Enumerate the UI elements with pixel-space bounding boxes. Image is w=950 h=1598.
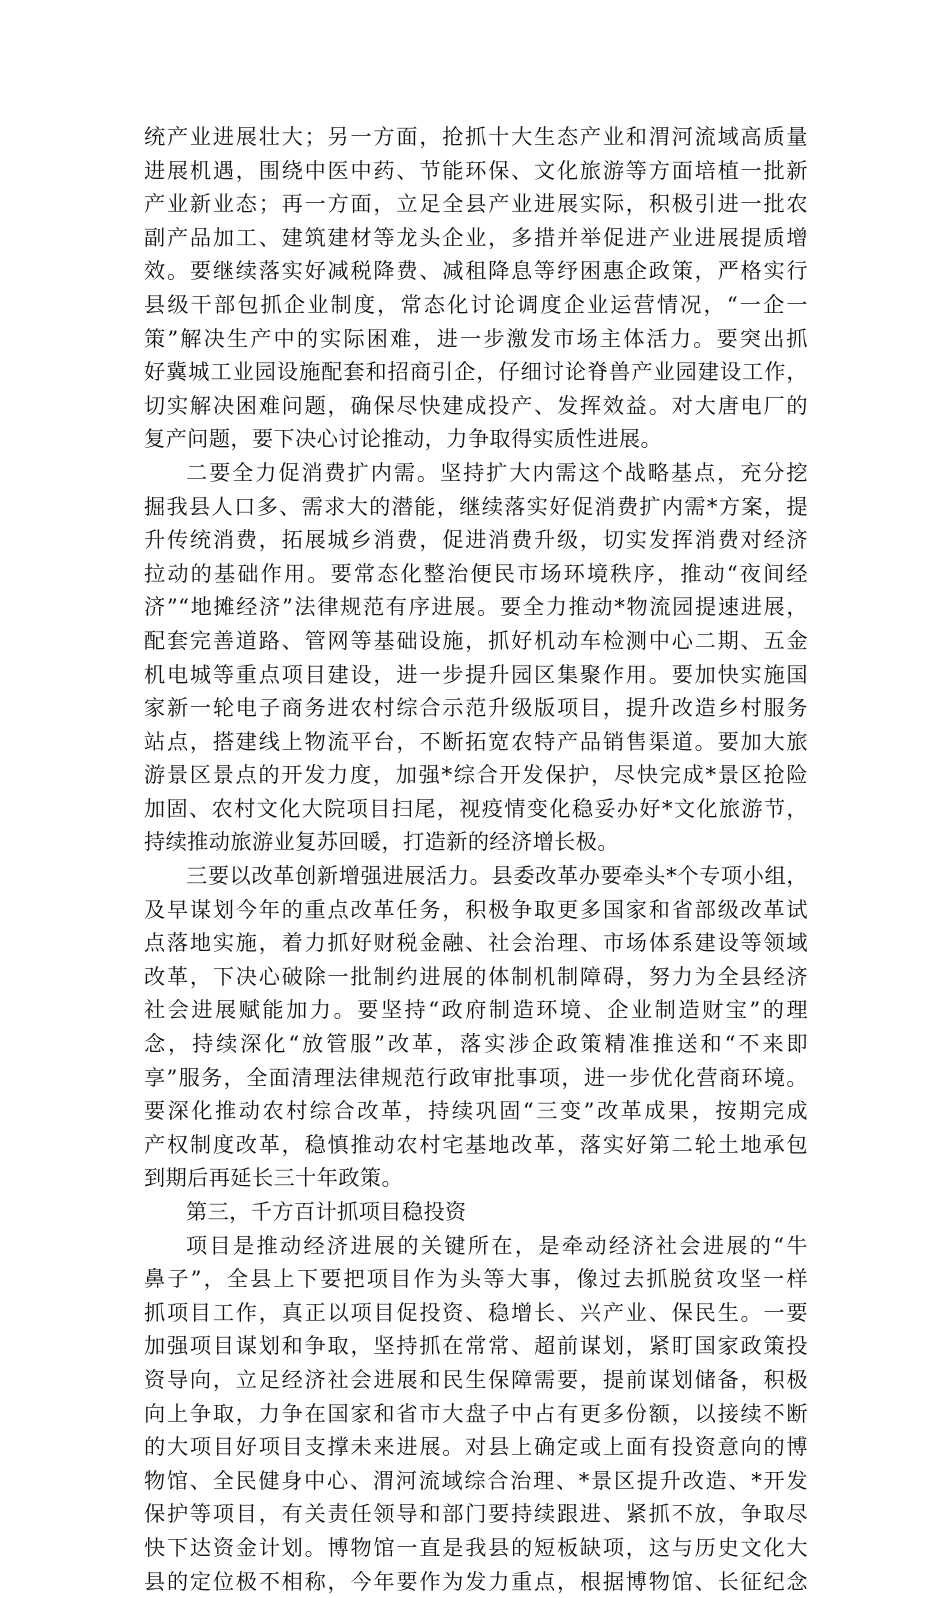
text-line: 抓项目工作，真正以项目促投资、稳增长、兴产业、保民生。一要 [144, 1299, 808, 1325]
text-line: 物馆、全民健身中心、渭河流域综合治理、*景区提升改造、*开发 [144, 1467, 808, 1493]
text-line: 统产业进展壮大；另一方面，抢抓十大生态产业和渭河流域高质量 [144, 124, 808, 149]
text-line: 点落地实施，着力抓好财税金融、社会治理、市场体系建设等领域 [144, 930, 808, 956]
text-line: 济”“地摊经济”法律规范有序进展。要全力推动*物流园提速进展， [144, 594, 808, 620]
text-line: 鼻子”，全县上下要把项目作为头等大事，像过去抓脱贫攻坚一样 [144, 1266, 808, 1292]
text-line: 家新一轮电子商务进农村综合示范升级版项目，提升改造乡村服务 [144, 695, 808, 721]
paragraph-start-line: 二要全力促消费扩内需。坚持扩大内需这个战略基点，充分挖 [186, 459, 808, 485]
text-line: 升传统消费，拓展城乡消费，促进消费升级，切实发挥消费对经济 [144, 527, 808, 553]
text-line: 县级干部包抓企业制度，常态化讨论调度企业运营情况，“一企一 [144, 291, 808, 317]
text-line: 副产品加工、建筑建材等龙头企业，多措并举促进产业进展提质增 [144, 224, 808, 250]
text-line: 拉动的基础作用。要常态化整治便民市场环境秩序，推动“夜间经 [144, 560, 808, 586]
text-line: 及早谋划今年的重点改革任务，积极争取更多国家和省部级改革试 [144, 896, 808, 922]
section-heading: 第三，千方百计抓项目稳投资 [186, 1199, 467, 1224]
text-line: 保护等项目，有关责任领导和部门要持续跟进、紧抓不放，争取尽 [144, 1501, 808, 1527]
text-line: 掘我县人口多、需求大的潜能，继续落实好促消费扩内需*方案，提 [144, 493, 808, 519]
text-line: 加强项目谋划和争取，坚持抓在常常、超前谋划，紧盯国家政策投 [144, 1333, 808, 1359]
text-line: 复产问题，要下决心讨论推动，力争取得实质性进展。 [144, 426, 663, 452]
text-line: 持续推动旅游业复苏回暖，打造新的经济增长极。 [144, 829, 619, 855]
text-line: 切实解决困难问题，确保尽快建成投产、发挥效益。对大唐电厂的 [144, 392, 808, 418]
text-line: 快下达资金计划。博物馆一直是我县的短板缺项，这与历史文化大 [144, 1534, 808, 1560]
text-line: 策”解决生产中的实际困难，进一步激发市场主体活力。要突出抓 [144, 325, 808, 351]
text-line: 产业新业态；再一方面，立足全县产业进展实际，积极引进一批农 [144, 191, 808, 217]
text-line: 产权制度改革，稳慎推动农村宅基地改革，落实好第二轮土地承包 [144, 1131, 808, 1157]
text-line: 改革，下决心破除一批制约进展的体制机制障碍，努力为全县经济 [144, 963, 808, 989]
paragraph-start-line: 项目是推动经济进展的关键所在，是牵动经济社会进展的“牛 [186, 1232, 808, 1258]
text-line: 到期后再延长三十年政策。 [144, 1165, 404, 1191]
text-line: 念，持续深化“放管服”改革，落实涉企政策精准推送和“不来即 [144, 1031, 808, 1057]
text-line: 加固、农村文化大院项目扫尾，视疫情变化稳妥办好*文化旅游节， [144, 795, 808, 821]
text-line: 县的定位极不相称，今年要作为发力重点，根据博物馆、长征纪念 [144, 1568, 808, 1594]
text-line: 进展机遇，围绕中医中药、节能环保、文化旅游等方面培植一批新 [144, 157, 808, 183]
text-line: 效。要继续落实好减税降费、减租降息等纾困惠企政策，严格实行 [144, 258, 808, 284]
paragraph-start-line: 三要以改革创新增强进展活力。县委改革办要牵头*个专项小组， [186, 863, 808, 889]
text-line: 享”服务，全面清理法律规范行政审批事项，进一步优化营商环境。 [144, 1064, 808, 1090]
text-line: 向上争取，力争在国家和省市大盘子中占有更多份额，以接续不断 [144, 1400, 808, 1426]
text-line: 配套完善道路、管网等基础设施，抓好机动车检测中心二期、五金 [144, 627, 808, 653]
text-line: 游景区景点的开发力度，加强*综合开发保护，尽快完成*景区抢险 [144, 762, 808, 788]
text-line: 机电城等重点项目建设，进一步提升园区集聚作用。要加快实施国 [144, 661, 808, 687]
text-line: 社会进展赋能加力。要坚持“政府制造环境、企业制造财宝”的理 [144, 997, 808, 1023]
text-line: 资导向，立足经济社会进展和民生保障需要，提前谋划储备，积极 [144, 1366, 808, 1392]
text-line: 要深化推动农村综合改革，持续巩固“三变”改革成果，按期完成 [144, 1098, 808, 1124]
text-line: 站点，搭建线上物流平台，不断拓宽农特产品销售渠道。要加大旅 [144, 728, 808, 754]
document-body [144, 120, 808, 1598]
text-line: 好冀城工业园设施配套和招商引企，仔细讨论脊兽产业园建设工作， [144, 359, 808, 385]
text-line: 的大项目好项目支撑未来进展。对县上确定或上面有投资意向的博 [144, 1434, 808, 1460]
